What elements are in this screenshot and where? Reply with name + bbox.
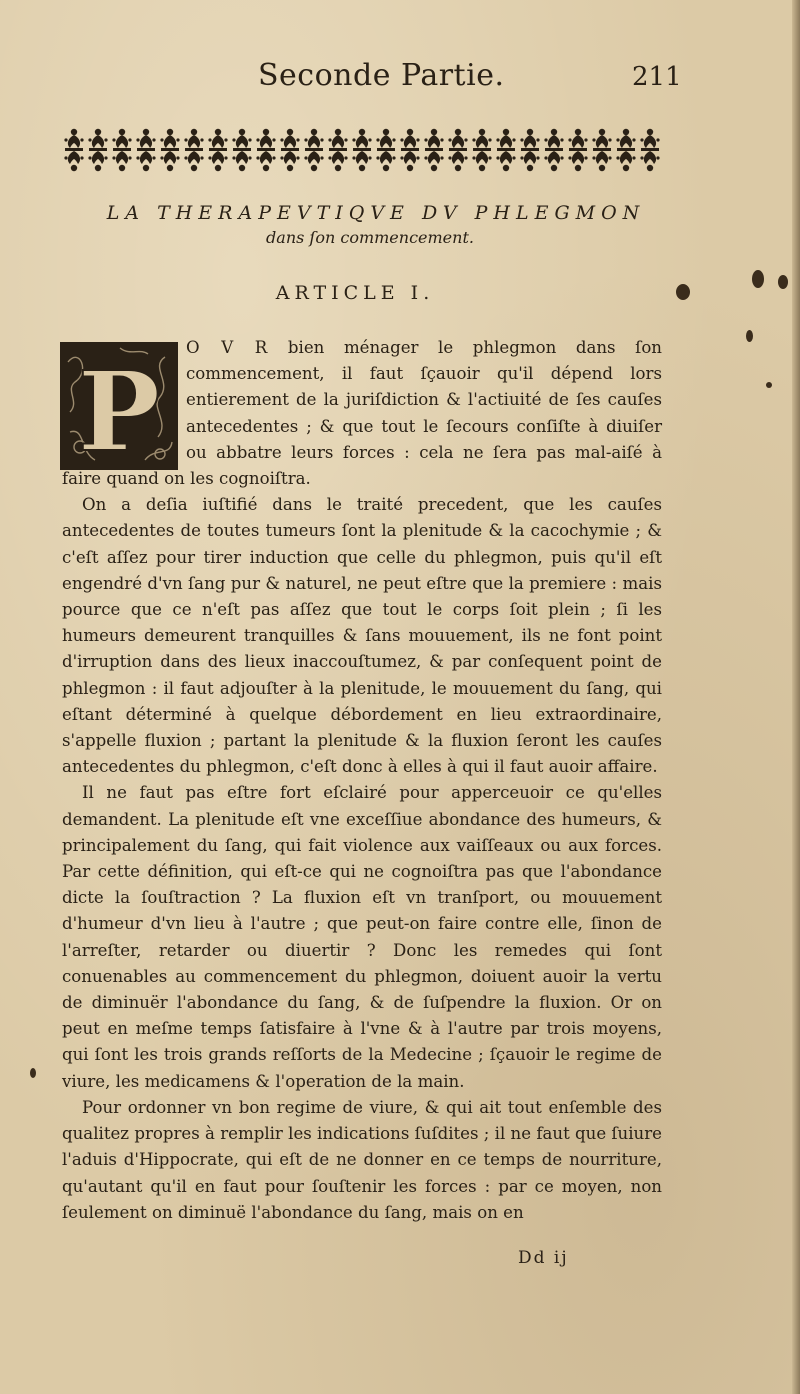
dropcap-letter: P — [77, 347, 161, 470]
ink-blot — [676, 284, 690, 300]
signature-mark: Dd ij — [518, 1248, 569, 1268]
running-title: Seconde Partie. — [258, 58, 505, 93]
ink-blot — [752, 270, 764, 288]
fleuron-band-icon — [62, 122, 666, 174]
ink-blot — [746, 330, 753, 342]
fleuron-icon — [520, 129, 539, 171]
fleuron-icon — [544, 129, 563, 171]
fleuron-icon — [88, 129, 107, 171]
fleuron-icon — [592, 129, 611, 171]
fleuron-icon — [184, 129, 203, 171]
fleuron-icon — [232, 129, 251, 171]
fleuron-icon — [112, 129, 131, 171]
fleuron-icon — [472, 129, 491, 171]
body-text — [62, 335, 662, 1226]
running-head — [0, 58, 800, 98]
fleuron-icon — [496, 129, 515, 171]
paragraph-4: Pour ordonner vn bon regime de viure, & qui ait tout enſemble des qualitez propres à remplir les indications ſuſdites ; il ne faut que ſuiure l'aduis d'Hippocrate, qui eſt de ne donner en ce temps de nourriture, qu'autant qu'il en faut pour ſouſtenir les forces : par ce moyen, non ſeulement on diminuë l'abondance du ſang, mais on en — [62, 1097, 662, 1222]
heading-line-2: dans ſon commencement. — [266, 228, 474, 247]
fleuron-icon — [616, 129, 635, 171]
ink-blot — [766, 382, 772, 388]
chapter-heading — [0, 202, 800, 247]
fleuron-icon — [64, 129, 83, 171]
fleuron-icon — [136, 129, 155, 171]
fleuron-icon — [280, 129, 299, 171]
article-title: ARTICLE I. — [275, 282, 435, 304]
fleuron-icon — [400, 129, 419, 171]
fleuron-icon — [208, 129, 227, 171]
fleuron-icon — [568, 129, 587, 171]
ink-blot — [30, 1068, 36, 1078]
fleuron-icon — [328, 129, 347, 171]
fleuron-icon — [424, 129, 443, 171]
paragraph-2: On a deſia iuſtifié dans le traité precedent, que les cauſes antecedentes de toutes tumeurs ſont la plenitude & la cacochymie ; & c'eſt aſſez pour tirer induction que celle du phlegmon, puis qu'il eſt engendré d'vn ſang pur & naturel, ne peut eſtre que la premiere : mais pource que ce n'eſt pas aſſez que tout le corps ſoit plein ; ſi les humeurs demeurent tranquilles & ſans mouuement, ils ne font point d'irruption dans des lieux inaccouſtumez, & par conſequent point de phlegmon : il faut adjouſter à la plenitude, le mouuement du ſang, qui eſtant déterminé à quelque débordement en lieu extraordinaire, s'appelle fluxion ; partant la plenitude & la fluxion ſeront les cauſes antecedentes du phlegmon, c'eſt donc à elles à qui il faut auoir affaire. — [62, 495, 662, 777]
fleuron-icon — [448, 129, 467, 171]
paragraph-1-lead: O V R — [186, 338, 269, 357]
heading-line-1: LA THERAPEVTIQVE DV PHLEGMON — [106, 202, 646, 224]
fleuron-icon — [160, 129, 179, 171]
fleuron-icon — [256, 129, 275, 171]
fleuron-icon — [304, 129, 323, 171]
fleuron-icon — [352, 129, 371, 171]
paragraph-1-text: bien ménager le phlegmon dans ſon commencement, il faut ſçauoir qu'il dépend lors entierement de la juriſdiction & l'actiuité de ſes cauſes antecedentes ; & que tout le ſecours conſiſte à diuiſer ou abbatre leurs forces : cela ne ſera pas mal-aiſé à faire quand on les cognoiſtra. — [62, 338, 662, 489]
fleuron-icon — [640, 129, 659, 171]
fleuron-icon — [376, 129, 395, 171]
ink-blot — [778, 275, 788, 289]
paragraph-3: Il ne faut pas eſtre fort eſclairé pour apperceuoir ce qu'elles demandent. La plenitude eſt vne exceſſiue abondance des humeurs, & principalement du ſang, qui fait violence aux vaiſſeaux ou aux forces. Par cette définition, qui eſt-ce qui ne cognoiſtra pas que l'abondance dicte la ſouſtraction ? La fluxion eſt vn tranſport, ou mouuement d'humeur d'vn lieu à l'autre ; que peut-on faire contre elle, ſinon de l'arreſter, retarder ou diuertir ? Donc les remedes qui ſont conuenables au commencement du phlegmon, doiuent auoir la vertu de diminuër l'abondance du ſang, & de ſuſpendre la fluxion. Or on peut en meſme temps ſatisfaire à l'vne & à l'autre par trois moyens, qui ſont les trois grands reſſorts de la Medecine ; ſçauoir le regime de viure, les medicamens & l'operation de la main. — [62, 783, 662, 1091]
paragraph-1 — [62, 335, 662, 492]
page-number: 211 — [632, 62, 682, 92]
